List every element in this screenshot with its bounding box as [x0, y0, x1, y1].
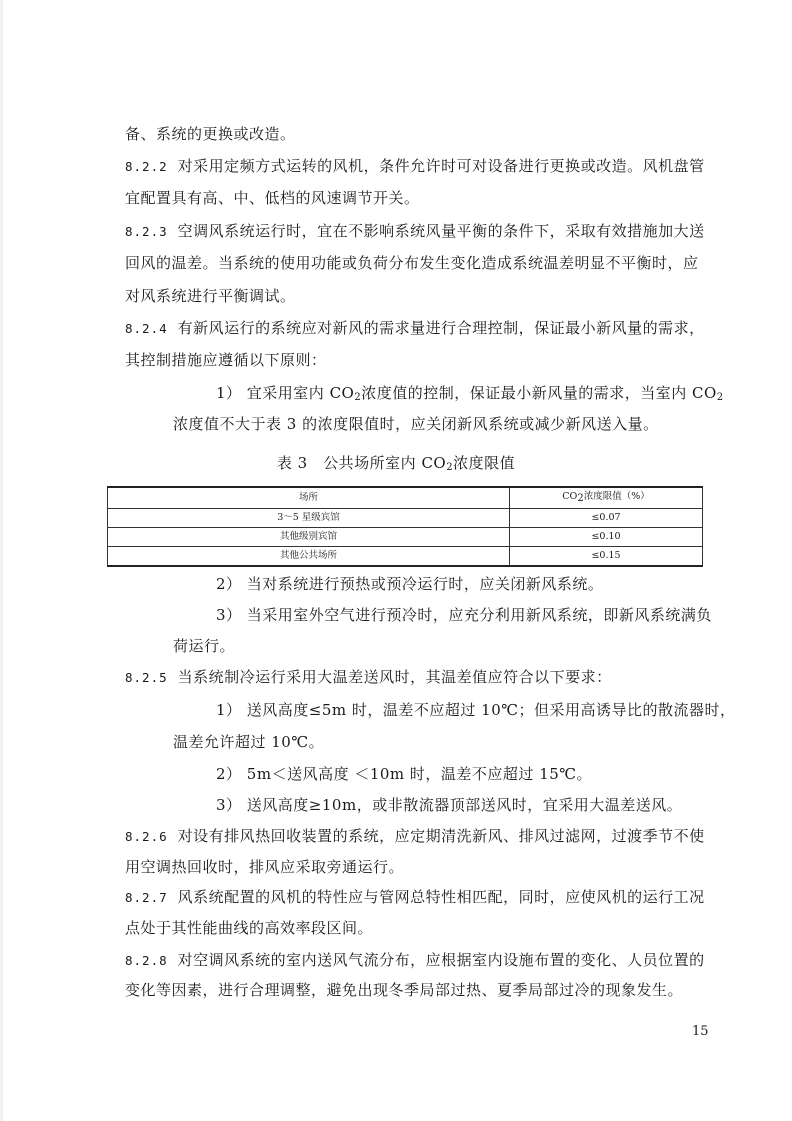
text-line: 用空调热回收时，排风应采取旁通运行。	[125, 858, 405, 876]
clause-number: 8.2.6	[125, 829, 168, 844]
table-row	[108, 509, 703, 528]
text-line: 回风的温差。当系统的使用功能或负荷分布发生变化造成系统温差明显不平衡时，应	[125, 254, 699, 272]
co2-limit-table	[107, 486, 703, 567]
table-header-row	[108, 487, 703, 509]
cell-place: 3～5 星级宾馆	[108, 509, 510, 528]
clause-8-2-3: 8.2.3 空调风系统运行时，宜在不影响系统风量平衡的条件下，采取有效措施加大送	[125, 222, 705, 240]
header-limit: $CO_2$浓度限值（%）	[510, 487, 703, 509]
text-line: 浓度值不大于表 3 的浓度限值时，应关闭新风系统或减少新风送入量。	[173, 415, 659, 433]
text-line: 荷运行。	[173, 637, 236, 655]
list-item-1: 1） 送风高度≤5m 时，温差不应超过 10℃；但采用高诱导比的散流器时，	[216, 701, 736, 719]
cell-limit: ≤0.07	[510, 509, 703, 528]
clause-number: 8.2.2	[125, 159, 168, 174]
list-item-3: 3） 当采用室外空气进行预冷时，应充分利用新风系统，即新风系统满负	[216, 606, 712, 624]
clause-number: 8.2.3	[125, 224, 168, 239]
text-line: 点处于其性能曲线的高效率段区间。	[125, 919, 374, 937]
table-row	[108, 528, 703, 547]
clause-number: 8.2.4	[125, 321, 168, 336]
page-number: 15	[692, 1024, 709, 1039]
clause-8-2-4: 8.2.4 有新风运行的系统应对新风的需求量进行合理控制，保证最小新风量的需求，	[125, 319, 705, 337]
table-caption: 表 3 公共场所室内 $CO_2$浓度限值	[276, 454, 516, 473]
clause-8-2-6: 8.2.6 对设有排风热回收装置的系统，应定期清洗新风、排风过滤网，过渡季节不使	[125, 827, 705, 845]
clause-number: 8.2.5	[125, 670, 168, 685]
text-line: 备、系统的更换或改造。	[125, 125, 296, 143]
text-line: 宜配置具有高、中、低档的风速调节开关。	[125, 189, 420, 207]
text-line: 对风系统进行平衡调试。	[125, 287, 296, 305]
table-row	[108, 547, 703, 567]
scan-edge	[0, 0, 3, 1121]
list-item-1: 1） 宜采用室内 $CO_2$浓度值的控制，保证最小新风量的需求，当室内 $CO_2$	[216, 384, 724, 403]
clause-8-2-7: 8.2.7 风系统配置的风机的特性应与管网总特性相匹配，同时，应使风机的运行工况	[125, 888, 705, 906]
clause-number: 8.2.8	[125, 953, 168, 968]
list-item-2: 2） 5m＜送风高度 ＜10m 时，温差不应超过 15℃。	[216, 765, 593, 783]
text-line: 其控制措施应遵循以下原则：	[125, 351, 327, 369]
clause-number: 8.2.7	[125, 890, 168, 905]
clause-8-2-2: 8.2.2 对采用定频方式运转的风机，条件允许时可对设备进行更换或改造。风机盘管	[125, 157, 705, 175]
cell-limit: ≤0.10	[510, 528, 703, 547]
list-item-2: 2） 当对系统进行预热或预冷运行时，应关闭新风系统。	[216, 575, 604, 593]
cell-place: 其他公共场所	[108, 547, 510, 567]
cell-limit: ≤0.15	[510, 547, 703, 567]
list-item-3: 3） 送风高度≥10m，或非散流器顶部送风时，宜采用大温差送风。	[216, 796, 683, 814]
clause-8-2-5: 8.2.5 当系统制冷运行采用大温差送风时，其温差值应符合以下要求：	[125, 668, 612, 686]
text-line: 温差允许超过 10℃。	[173, 733, 325, 751]
clause-8-2-8: 8.2.8 对空调风系统的室内送风气流分布，应根据室内设施布置的变化、人员位置的	[125, 951, 705, 969]
cell-place: 其他级别宾馆	[108, 528, 510, 547]
header-place: 场所	[108, 487, 510, 509]
text-line: 变化等因素，进行合理调整，避免出现冬季局部过热、夏季局部过冷的现象发生。	[125, 981, 684, 999]
